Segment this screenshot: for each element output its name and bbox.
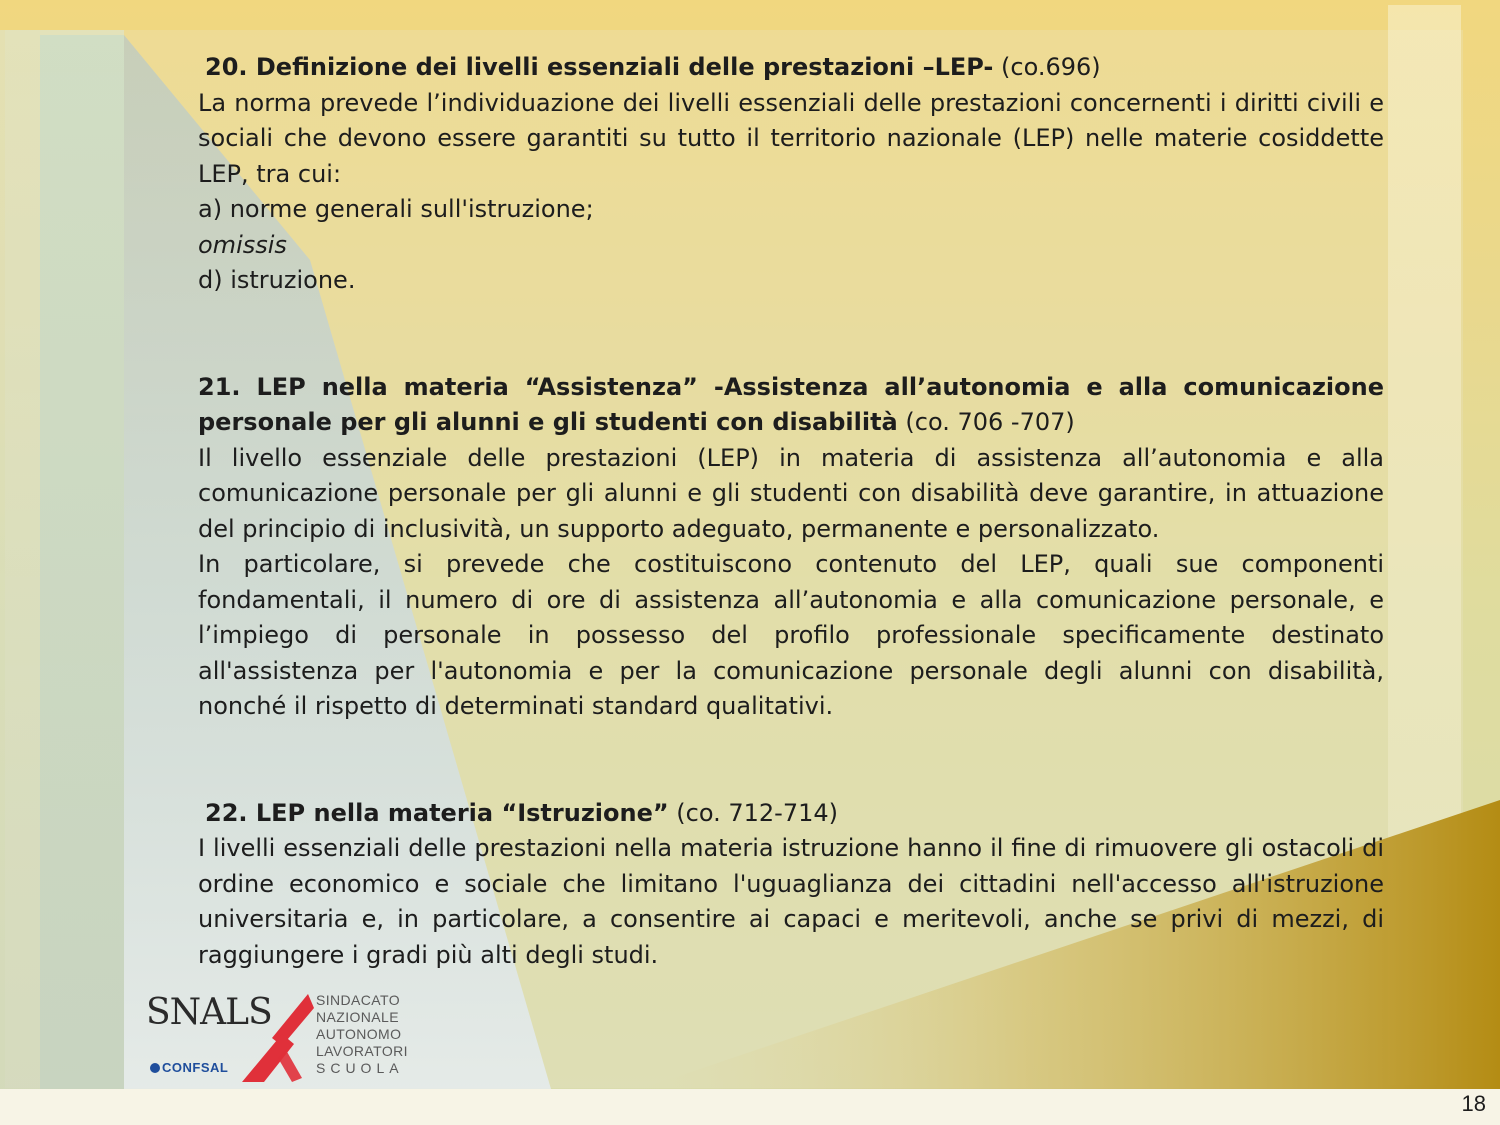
section-22-ref: (co. 712-714) [676,798,838,827]
section-22-body: I livelli essenziali delle prestazioni nella materia istruzione hanno il fine di rimuovere gli ostacoli di ordine economico e sociale che limitano l'uguaglianza dei cittadini nell'accesso all'istruzione universitaria e, in particolare, a consentire ai capaci e meritevoli, anche se privi di mezzi, di raggiungere i gradi più alti degli studi. [198,834,1384,969]
logo-line: AUTONOMO [316,1026,402,1042]
logo-line: SCUOLA [316,1060,404,1076]
section-20-item-a: a) norme generali sull'istruzione; [198,195,594,223]
section-22-title [198,796,1384,832]
logo-text-lines [316,992,408,1077]
section-21-body-2: In particolare, si prevede che costituiscono contenuto del LEP, quali sue componenti fondamentali, il numero di ore di assistenza all’autonomia e alla comunicazione personale, e l’impiego di personale in possesso del profilo professionale specificamente destinato all'assistenza per l'autonomia e per la comunicazione personale degli alunni con disabilità, nonché il rispetto di determinati standard qualitativi. [198,550,1384,720]
logo-mark-icon [242,994,314,1082]
section-20-body: La norma prevede l’individuazione dei livelli essenziali delle prestazioni concernenti i diritti civili e sociali che devono essere garantiti su tutto il territorio nazionale (LEP) nelle materie cosiddette LEP, tra cui: [198,88,1384,188]
section-20-item-d: d) istruzione. [198,266,356,294]
section-21-ref: (co. 706 -707) [905,408,1075,436]
spacer [198,725,1384,796]
logo-line: LAVORATORI [316,1043,408,1059]
section-20-heading: 20. Definizione dei livelli essenziali delle prestazioni –LEP- [205,53,994,81]
logo-confsal [150,1060,228,1075]
section-20-omissis: omissis [198,230,287,259]
bottom-band [0,1089,1500,1125]
section-21-title [198,370,1384,441]
section-20-title [198,50,1384,86]
teal-wedge [40,35,124,1120]
slide-content [198,50,1384,973]
section-21-body-1: Il livello essenziale delle prestazioni (LEP) in materia di assistenza all’autonomia e alla comunicazione personale per gli alunni e gli studenti con disabilità deve garantire, in attuazione del principio di inclusività, un supporto adeguato, permanente e personalizzato. [198,443,1384,543]
page-number: 18 [1461,1091,1486,1116]
logo-wordmark: SNALS [146,992,272,1033]
spacer [198,299,1384,370]
confsal-icon [150,1063,160,1073]
section-22-heading: 22. LEP nella materia “Istruzione” [205,798,669,827]
section-21-heading: 21. LEP nella materia “Assistenza” -Assistenza all’autonomia e alla comunicazione personale per gli alunni e gli studenti con disabilità [198,372,1384,436]
snals-logo [146,990,416,1085]
logo-line: SINDACATO [316,992,400,1008]
logo-line: NAZIONALE [316,1009,399,1025]
confsal-label: CONFSAL [162,1060,229,1075]
section-20-ref: (co.696) [1001,53,1101,81]
